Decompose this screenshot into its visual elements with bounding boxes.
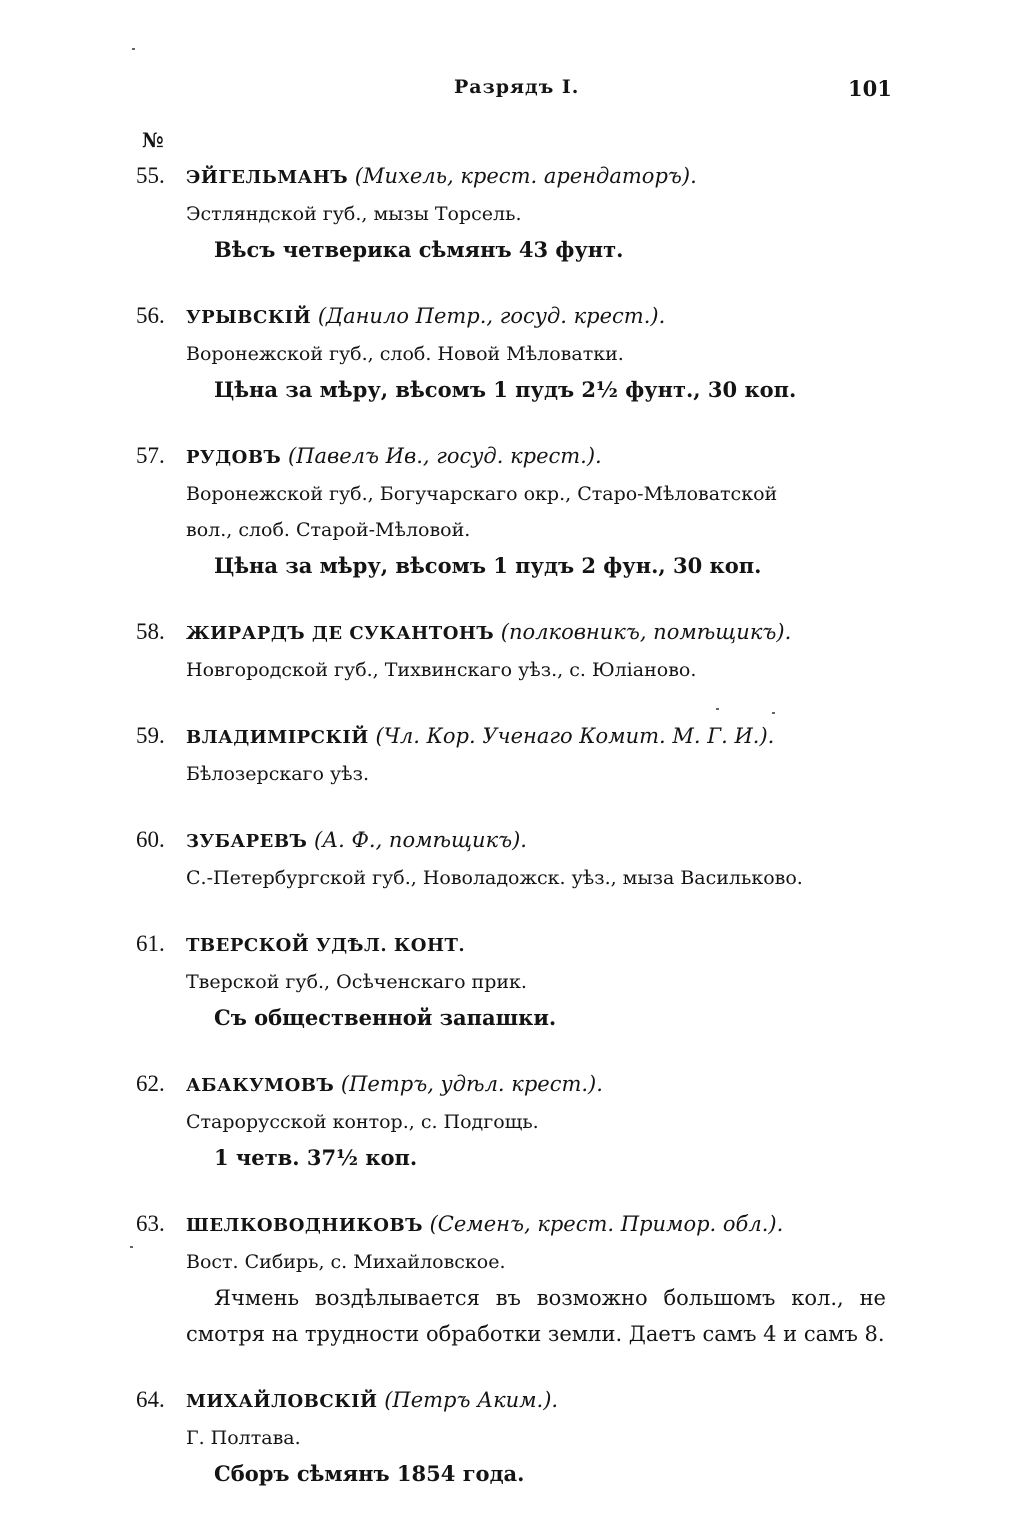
entry-name: ТВЕРСКОЙ УДѢЛ. КОНТ. [186,935,466,956]
entry-61 [136,926,896,1036]
numero-sign: № [142,128,164,152]
entry-description: (Петръ, удѣл. крест.). [340,1072,603,1096]
entry-55 [136,158,896,268]
entry-number: 59. [136,723,165,748]
entry-note: Цѣна за мѣру, вѣсомъ 1 пудъ 2 фун., 30 коп. [214,553,762,578]
entry-number: 57. [136,443,165,468]
entry-note-paragraph: Ячмень воздѣлывается въ возможно большомъ кол., не смотря на трудности обработки земли. Даетъ самъ 4 и самъ 8. [186,1286,886,1346]
entry-description: (полковникъ, помѣщикъ). [500,620,792,644]
entry-note: Съ общественной запашки. [214,1005,557,1030]
entry-place: Воронежской губ., Богучарскаго окр., Старо-Мѣловатской [186,483,778,505]
entry-name: РУДОВЪ [186,447,282,468]
entry-58 [136,614,896,688]
entry-place: Г. Полтава. [186,1427,301,1449]
entry-62 [136,1066,896,1176]
entry-59 [136,718,896,792]
entry-name: АБАКУМОВЪ [186,1075,335,1096]
entry-64 [136,1382,896,1492]
entry-name: ШЕЛКОВОДНИКОВЪ [186,1215,423,1236]
entry-place: Воронежской губ., слоб. Новой Мѣловатки. [186,343,624,365]
entry-name: МИХАЙЛОВСКІЙ [186,1391,378,1412]
entry-description: (Данило Петр., госуд. крест.). [317,304,666,328]
entry-56 [136,298,896,408]
entries-list [136,158,896,1522]
entry-description: (Чл. Кор. Ученаго Комит. М. Г. И.). [375,724,775,748]
entry-place: Эстляндской губ., мызы Торсель. [186,203,522,225]
entry-place: Старорусской контор., с. Подгощь. [186,1111,539,1133]
entry-description: (А. Ф., помѣщикъ). [314,828,527,852]
print-speck [130,1246,133,1248]
entry-name: ВЛАДИМІРСКІЙ [186,727,369,748]
entry-number: 55. [136,163,165,188]
entry-note: Сборъ сѣмянъ 1854 года. [214,1461,525,1486]
entry-63 [136,1206,896,1352]
entry-place: Тверской губ., Осѣченскаго прик. [186,971,527,993]
entry-60 [136,822,896,896]
page-number: 101 [848,76,892,101]
entry-name: ЖИРАРДЪ ДЕ СУКАНТОНЪ [186,623,495,644]
entry-number: 64. [136,1387,165,1412]
entry-place: Вост. Сибирь, с. Михайловское. [186,1251,506,1273]
entry-number: 56. [136,303,165,328]
entry-name: ЭЙГЕЛЬМАНЪ [186,167,349,188]
entry-place: С.-Петербургской губ., Новоладожск. уѣз., мыза Васильково. [186,867,803,889]
entry-note: Цѣна за мѣру, вѣсомъ 1 пудъ 2½ фунт., 30 коп. [214,377,797,402]
entry-description: (Петръ Аким.). [384,1388,559,1412]
entry-place-continued: вол., слоб. Старой-Мѣловой. [186,519,471,541]
entry-name: УРЫВСКІЙ [186,307,312,328]
entry-number: 62. [136,1071,165,1096]
print-speck [772,712,775,714]
entry-57 [136,438,896,584]
entry-description: (Семенъ, крест. Примор. обл.). [429,1212,784,1236]
print-speck [132,48,135,50]
print-speck [716,708,719,710]
entry-place: Бѣлозерскаго уѣз. [186,763,370,785]
entry-number: 63. [136,1211,165,1236]
entry-place: Новгородской губ., Тихвинскаго уѣз., с. Юліаново. [186,659,697,681]
entry-note: Вѣсъ четверика сѣмянъ 43 фунт. [214,237,624,262]
entry-number: 58. [136,619,165,644]
entry-number: 60. [136,827,165,852]
entry-description: (Михель, крест. арендаторъ). [354,164,697,188]
entry-name: ЗУБАРЕВЪ [186,831,308,852]
running-head: Разрядъ I. [454,76,580,98]
entry-description: (Павелъ Ив., госуд. крест.). [287,444,602,468]
entry-note: 1 четв. 37½ коп. [214,1145,418,1170]
entry-number: 61. [136,931,165,956]
